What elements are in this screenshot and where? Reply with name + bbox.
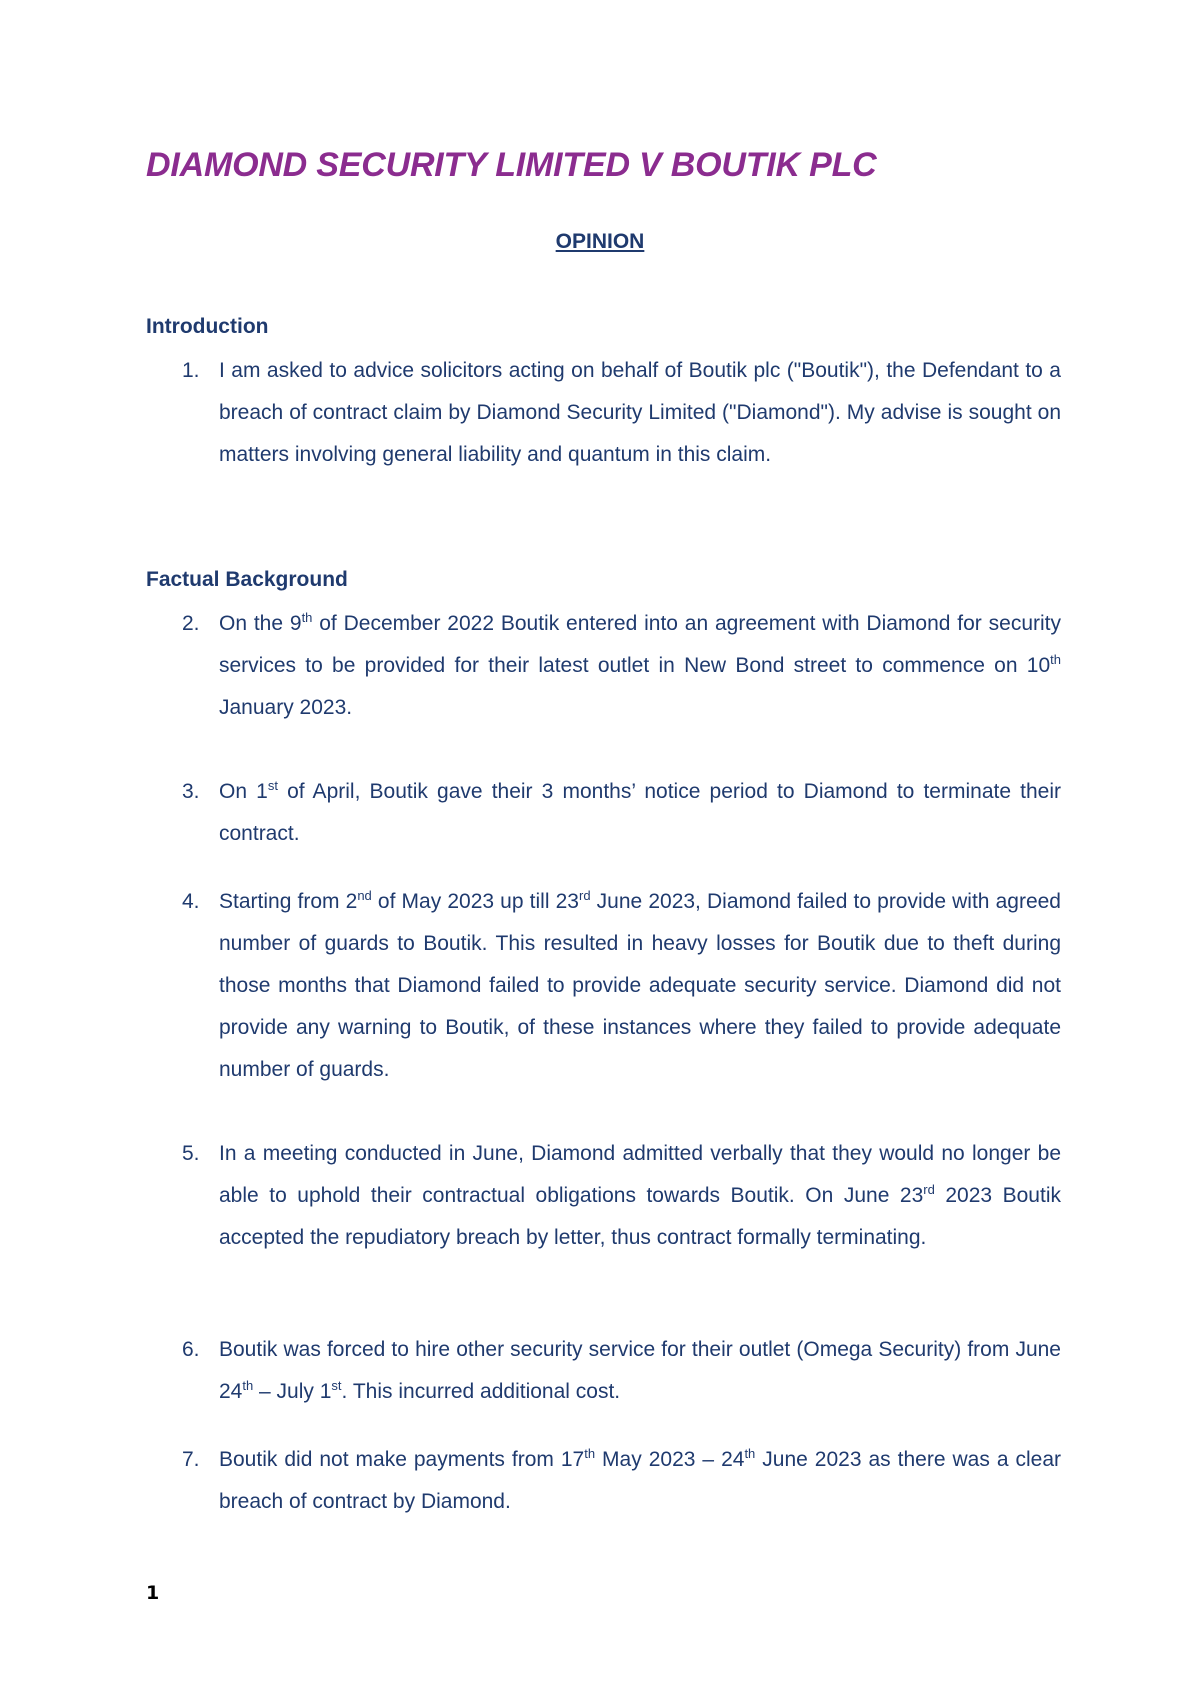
introduction-heading: Introduction bbox=[146, 315, 269, 338]
document-title: DIAMOND SECURITY LIMITED V BOUTIK PLC bbox=[146, 146, 877, 184]
paragraph-number: 5. bbox=[182, 1142, 200, 1165]
paragraph-6 bbox=[146, 1329, 1061, 1413]
paragraph-text: Starting from 2nd of May 2023 up till 23rd June 2023, Diamond failed to provide with agreed number of guards to Boutik. This resulted in heavy losses for Boutik due to theft during those months that Diamond failed to provide adequate security service. Diamond did not provide any warning to Boutik, of these instances where they failed to provide adequate number of guards. bbox=[219, 888, 1061, 1081]
paragraph-number: 6. bbox=[182, 1338, 200, 1361]
paragraph-text: Boutik did not make payments from 17th May 2023 – 24th June 2023 as there was a clear breach of contract by Diamond. bbox=[219, 1446, 1061, 1513]
paragraph-2 bbox=[146, 603, 1061, 729]
paragraph-1 bbox=[146, 350, 1061, 476]
paragraph-text: I am asked to advice solicitors acting on behalf of Boutik plc ("Boutik"), the Defendant to a breach of contract claim by Diamond Security Limited ("Diamond"). My advise is sought on matters involving general liability and quantum in this claim. bbox=[219, 359, 1061, 466]
paragraph-number: 3. bbox=[182, 780, 200, 803]
paragraph-text: In a meeting conducted in June, Diamond admitted verbally that they would no longer be able to uphold their contractual obligations towards Boutik. On June 23rd 2023 Boutik accepted the repudiatory breach by letter, thus contract formally terminating. bbox=[219, 1142, 1061, 1249]
opinion-subtitle: OPINION bbox=[555, 230, 645, 253]
paragraph-number: 4. bbox=[182, 890, 200, 913]
paragraph-text: Boutik was forced to hire other security service for their outlet (Omega Security) from June 24th – July 1st. This incurred additional cost. bbox=[219, 1338, 1061, 1403]
factual-background-heading: Factual Background bbox=[146, 568, 348, 591]
page-number: 1 bbox=[146, 1582, 160, 1604]
paragraph-text: On the 9th of December 2022 Boutik entered into an agreement with Diamond for security services to be provided for their latest outlet in New Bond street to commence on 10th January 2023. bbox=[219, 610, 1061, 719]
paragraph-number: 1. bbox=[182, 359, 200, 382]
paragraph-number: 7. bbox=[182, 1448, 200, 1471]
paragraph-text: On 1st of April, Boutik gave their 3 months’ notice period to Diamond to terminate their contract. bbox=[219, 778, 1061, 845]
paragraph-4 bbox=[146, 881, 1061, 1091]
paragraph-5 bbox=[146, 1133, 1061, 1259]
paragraph-7 bbox=[146, 1439, 1061, 1523]
paragraph-3 bbox=[146, 771, 1061, 855]
paragraph-number: 2. bbox=[182, 612, 200, 635]
